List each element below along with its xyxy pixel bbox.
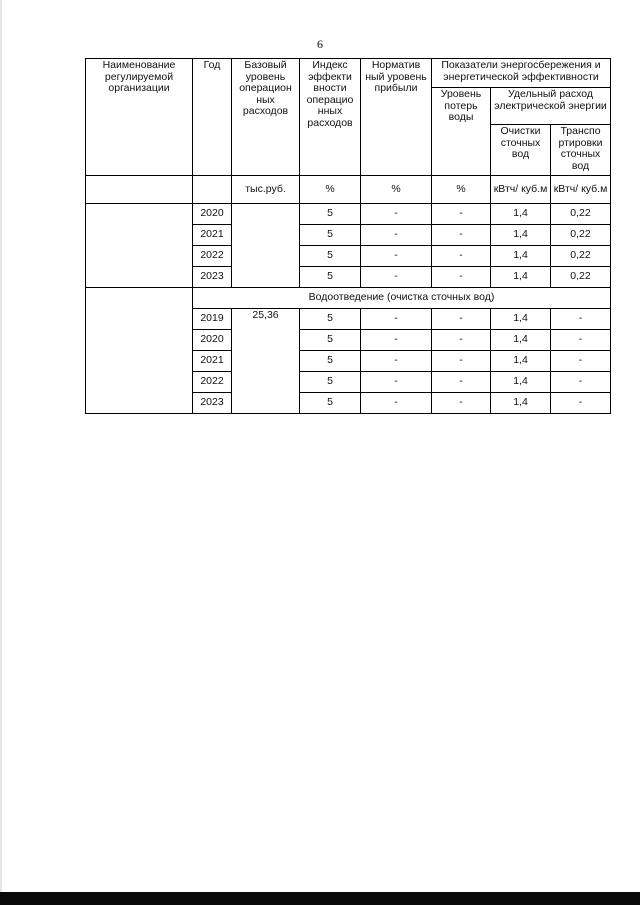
index-cell: 5 bbox=[300, 204, 361, 225]
year-cell: 2021 bbox=[193, 351, 232, 372]
index-cell: 5 bbox=[300, 246, 361, 267]
index-cell: 5 bbox=[300, 309, 361, 330]
treatment-cell: 1,4 bbox=[491, 267, 551, 288]
transport-cell: 0,22 bbox=[551, 267, 611, 288]
transport-cell: 0,22 bbox=[551, 225, 611, 246]
base-level-cell bbox=[232, 204, 300, 288]
header-org-name: Наименование регулируемой организации bbox=[86, 59, 193, 176]
scan-bottom-edge bbox=[0, 892, 640, 905]
index-cell: 5 bbox=[300, 225, 361, 246]
year-cell: 2019 bbox=[193, 309, 232, 330]
header-water-loss: Уровень потерь воды bbox=[432, 88, 491, 176]
index-cell: 5 bbox=[300, 372, 361, 393]
year-cell: 2021 bbox=[193, 225, 232, 246]
unit-water-loss: % bbox=[432, 176, 491, 204]
year-cell: 2020 bbox=[193, 204, 232, 225]
header-specific-consumption: Удельный расход электрической энергии bbox=[491, 88, 611, 125]
profit-cell: - bbox=[361, 309, 432, 330]
year-cell: 2023 bbox=[193, 393, 232, 414]
loss-cell: - bbox=[432, 351, 491, 372]
header-energy-group: Показатели энергосбережения и энергетической эффективности bbox=[432, 59, 611, 88]
tariff-table bbox=[85, 58, 611, 414]
loss-cell: - bbox=[432, 204, 491, 225]
index-cell: 5 bbox=[300, 330, 361, 351]
header-base-level: Базовый уровень операцион ных расходов bbox=[232, 59, 300, 176]
profit-cell: - bbox=[361, 204, 432, 225]
treatment-cell: 1,4 bbox=[491, 351, 551, 372]
treatment-cell: 1,4 bbox=[491, 393, 551, 414]
header-efficiency-index: Индекс эффекти вности операцио нных расходов bbox=[300, 59, 361, 176]
header-wastewater-transport: Транспо ртировки сточных вод bbox=[551, 125, 611, 176]
year-cell: 2022 bbox=[193, 372, 232, 393]
treatment-cell: 1,4 bbox=[491, 372, 551, 393]
org-name-cell bbox=[86, 288, 193, 414]
profit-cell: - bbox=[361, 225, 432, 246]
loss-cell: - bbox=[432, 330, 491, 351]
transport-cell: - bbox=[551, 330, 611, 351]
header-row-1 bbox=[86, 59, 611, 88]
loss-cell: - bbox=[432, 393, 491, 414]
treatment-cell: 1,4 bbox=[491, 225, 551, 246]
base-level-cell: 25,36 bbox=[232, 309, 300, 414]
year-cell: 2023 bbox=[193, 267, 232, 288]
unit-base-level: тыс.руб. bbox=[232, 176, 300, 204]
header-year: Год bbox=[193, 59, 232, 176]
index-cell: 5 bbox=[300, 393, 361, 414]
year-cell: 2020 bbox=[193, 330, 232, 351]
table-row bbox=[86, 204, 611, 225]
units-row bbox=[86, 176, 611, 204]
index-cell: 5 bbox=[300, 351, 361, 372]
unit-empty-year bbox=[193, 176, 232, 204]
unit-treatment: кВтч/ куб.м bbox=[491, 176, 551, 204]
index-cell: 5 bbox=[300, 267, 361, 288]
transport-cell: - bbox=[551, 372, 611, 393]
treatment-cell: 1,4 bbox=[491, 330, 551, 351]
profit-cell: - bbox=[361, 267, 432, 288]
page-number: 6 bbox=[317, 37, 323, 51]
section-title: Водоотведение (очистка сточных вод) bbox=[193, 288, 611, 309]
loss-cell: - bbox=[432, 246, 491, 267]
loss-cell: - bbox=[432, 309, 491, 330]
unit-transport: кВтч/ куб.м bbox=[551, 176, 611, 204]
transport-cell: - bbox=[551, 393, 611, 414]
loss-cell: - bbox=[432, 372, 491, 393]
section-title-row bbox=[86, 288, 611, 309]
treatment-cell: 1,4 bbox=[491, 246, 551, 267]
unit-empty-org bbox=[86, 176, 193, 204]
unit-profit-norm: % bbox=[361, 176, 432, 204]
transport-cell: - bbox=[551, 309, 611, 330]
transport-cell: - bbox=[551, 351, 611, 372]
treatment-cell: 1,4 bbox=[491, 309, 551, 330]
header-profit-norm: Норматив ный уровень прибыли bbox=[361, 59, 432, 176]
profit-cell: - bbox=[361, 351, 432, 372]
header-wastewater-treatment: Очистки сточных вод bbox=[491, 125, 551, 176]
org-name-cell bbox=[86, 204, 193, 288]
loss-cell: - bbox=[432, 267, 491, 288]
profit-cell: - bbox=[361, 330, 432, 351]
unit-efficiency-index: % bbox=[300, 176, 361, 204]
transport-cell: 0,22 bbox=[551, 204, 611, 225]
loss-cell: - bbox=[432, 225, 491, 246]
profit-cell: - bbox=[361, 393, 432, 414]
scan-edge bbox=[0, 0, 2, 905]
year-cell: 2022 bbox=[193, 246, 232, 267]
profit-cell: - bbox=[361, 372, 432, 393]
treatment-cell: 1,4 bbox=[491, 204, 551, 225]
profit-cell: - bbox=[361, 246, 432, 267]
transport-cell: 0,22 bbox=[551, 246, 611, 267]
